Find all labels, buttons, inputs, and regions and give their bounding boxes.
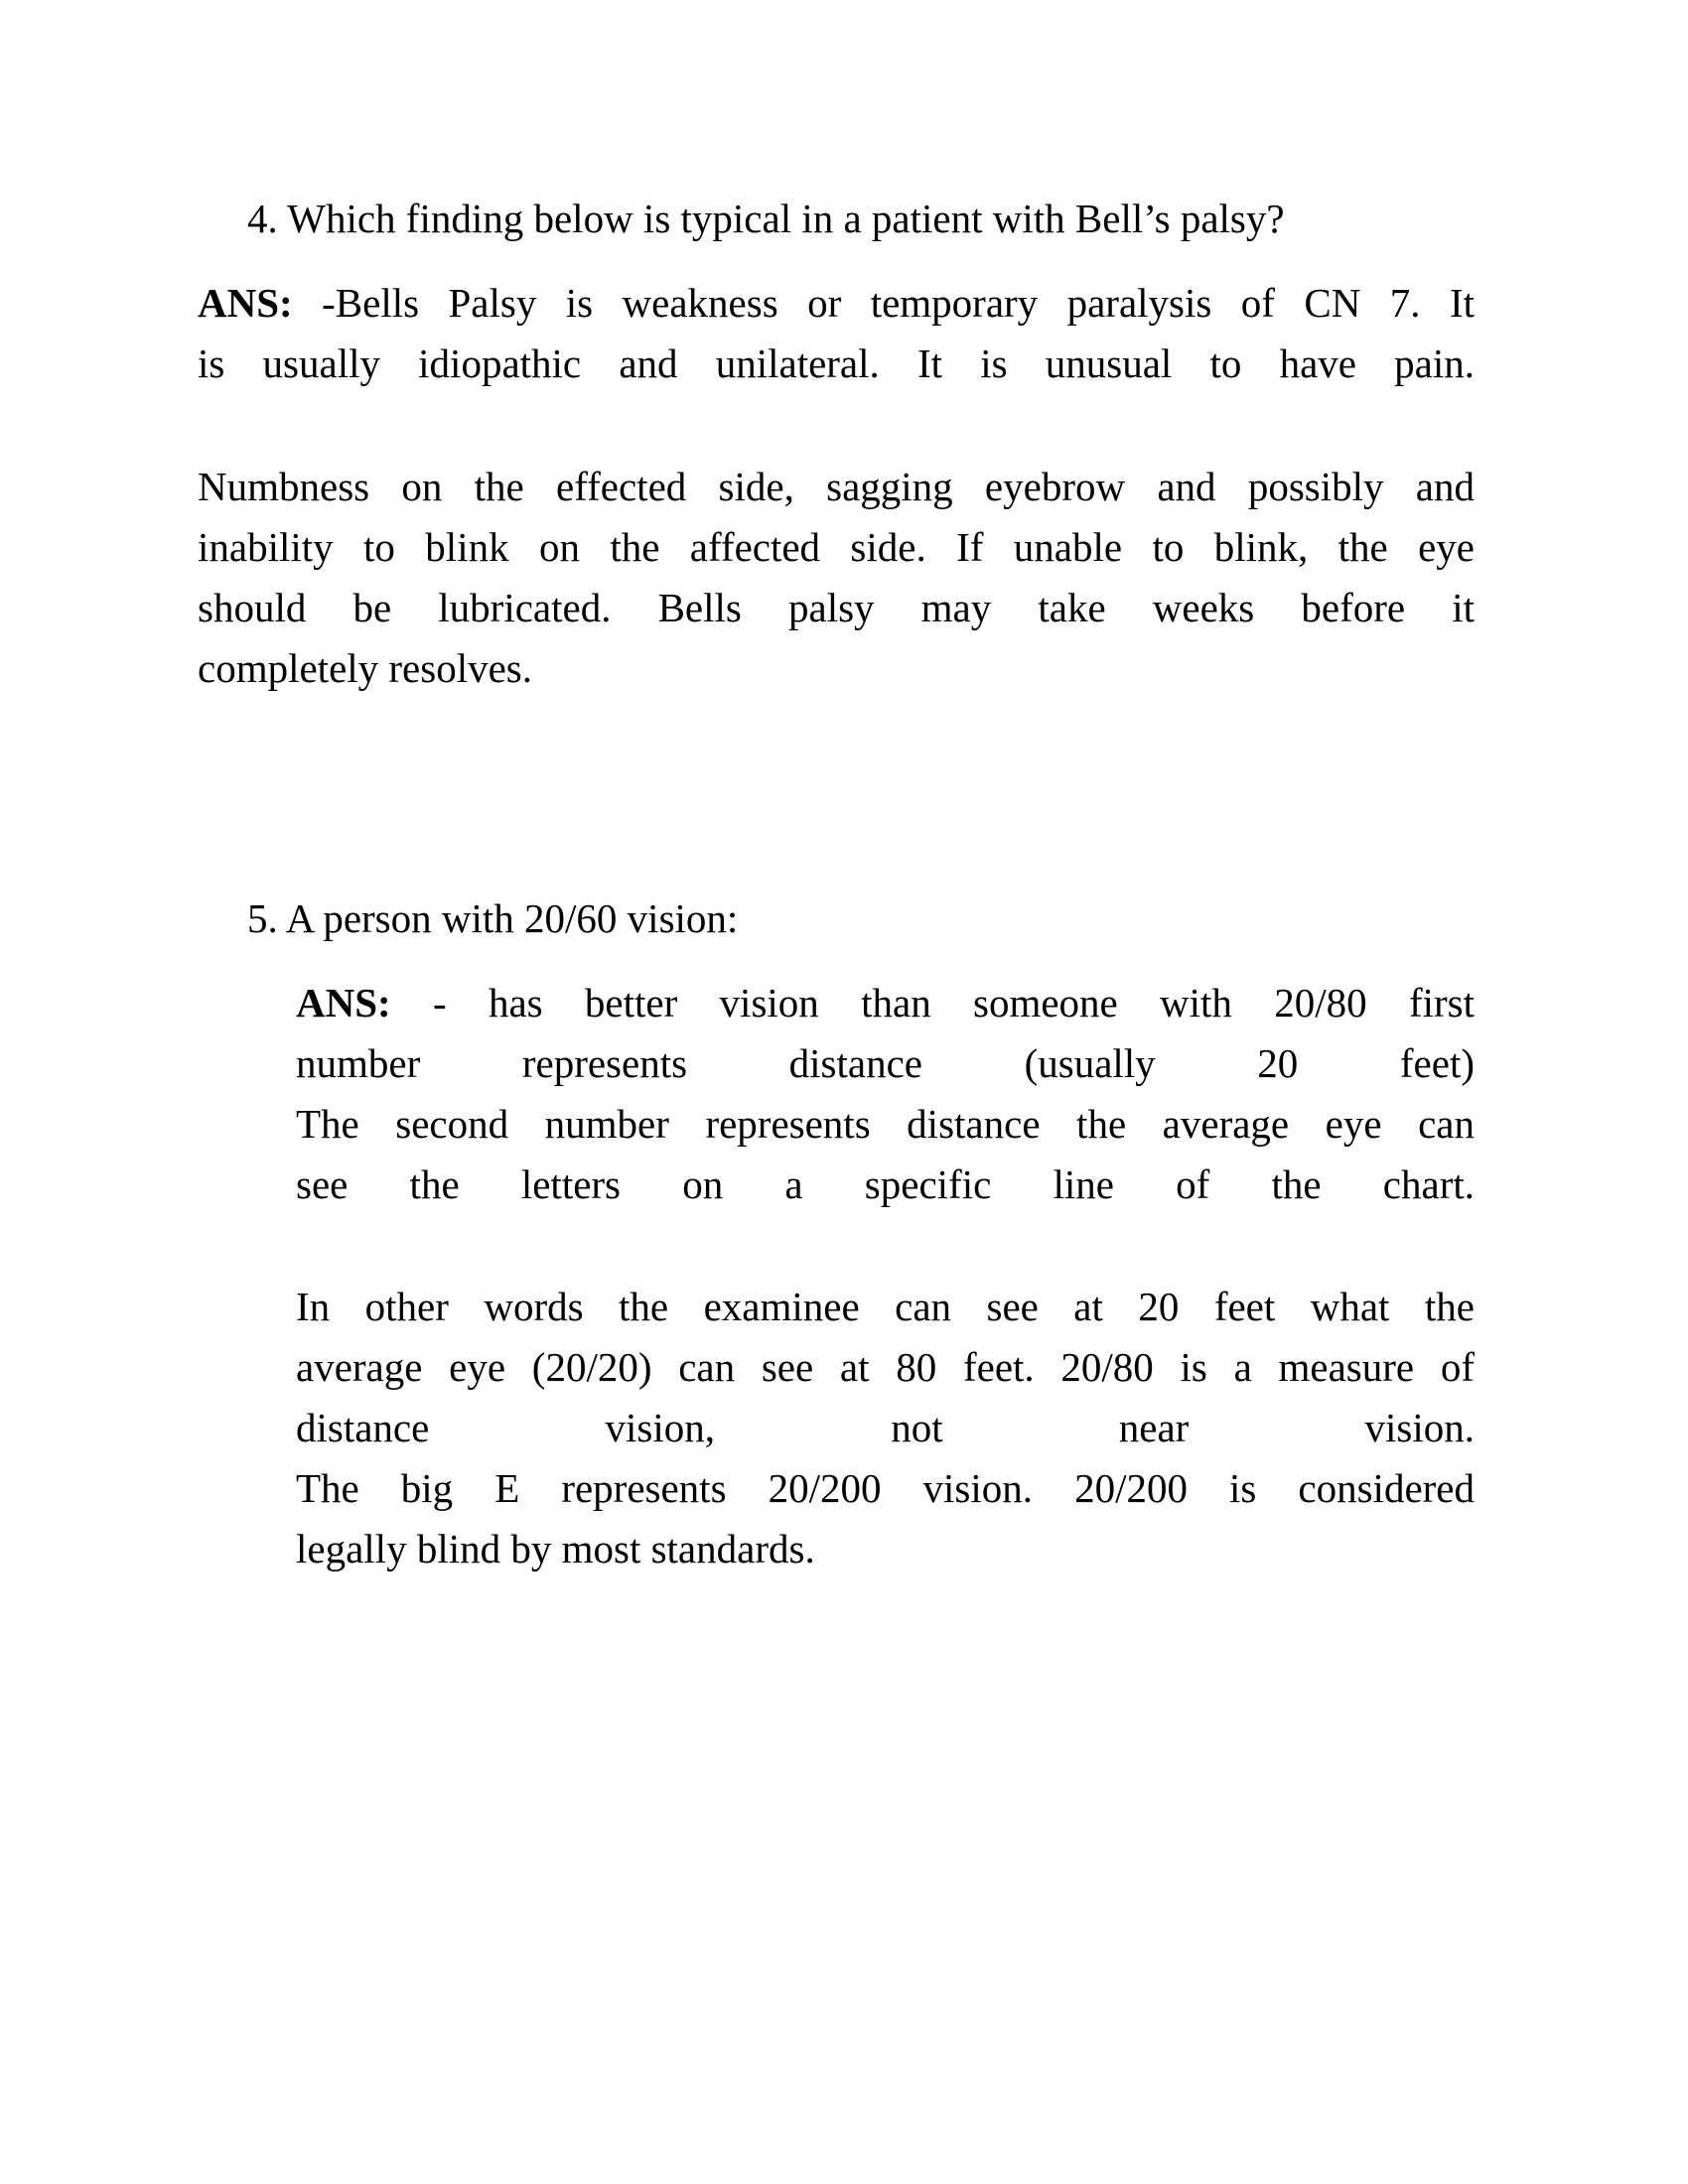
ans-label: ANS: [296, 980, 391, 1025]
q4-answer-line-1: ANS: -Bells Palsy is weakness or temporary paralysis of CN 7. It [198, 280, 1475, 326]
q4-para2-line-3: should be lubricated. Bells palsy may take weeks before it [198, 585, 1475, 630]
q5-para2-line-4: The big E represents 20/200 vision. 20/200 is considered [296, 1465, 1475, 1511]
q5-answer-line-3: The second number represents distance the average eye can [296, 1101, 1475, 1147]
q4-answer-line-2: is usually idiopathic and unilateral. It is unusual to have pain. [198, 341, 1475, 386]
q5-answer-line-4: see the letters on a specific line of the chart. [296, 1161, 1475, 1207]
q5-para2-line-5: legally blind by most standards. [296, 1526, 815, 1571]
q5-answer-line-1: ANS: - has better vision than someone with 20/80 first [296, 980, 1475, 1025]
q5-para2-line-2: average eye (20/20) can see at 80 feet. 20/80 is a measure of [296, 1344, 1475, 1390]
ans-label: ANS: [198, 280, 293, 326]
question-4: 4. Which finding below is typical in a patient with Bell’s palsy? [247, 196, 1285, 241]
question-5: 5. A person with 20/60 vision: [247, 895, 739, 941]
q4-para2-line-2: inability to blink on the affected side. If unable to blink, the eye [198, 524, 1475, 570]
q4-para2-line-4: completely resolves. [198, 645, 533, 691]
q5-para2-line-3: distance vision, not near vision. [296, 1405, 1475, 1450]
q5-para2-line-1: In other words the examinee can see at 20 feet what the [296, 1284, 1475, 1329]
q4-para2-line-1: Numbness on the effected side, sagging eyebrow and possibly and [198, 464, 1475, 509]
q5-answer-line-2: number represents distance (usually 20 feet) [296, 1040, 1475, 1086]
